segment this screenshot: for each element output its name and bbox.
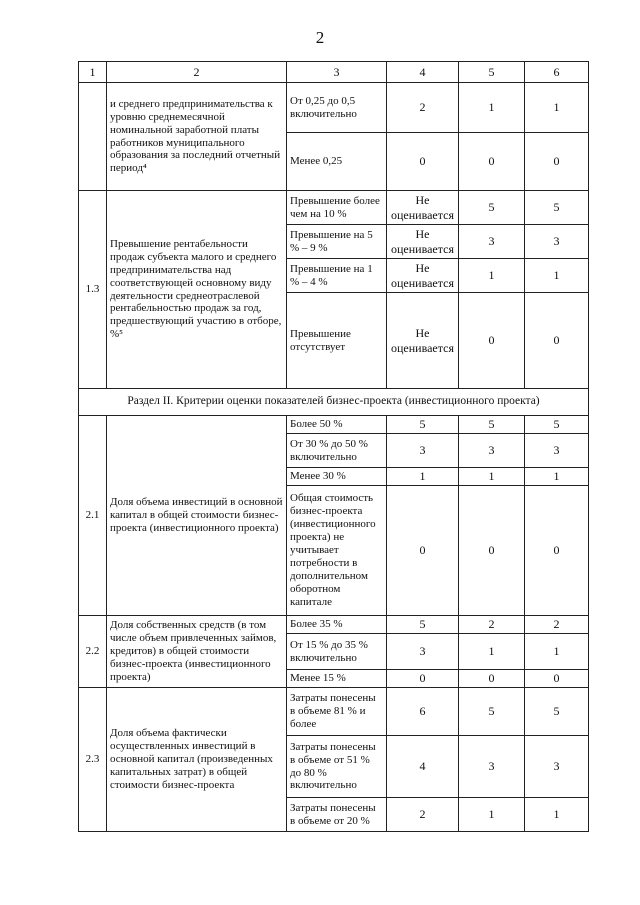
score-col6: 0 bbox=[525, 486, 589, 616]
score-col6: 5 bbox=[525, 688, 589, 736]
header-col-4: 4 bbox=[387, 62, 459, 83]
criterion-description: Доля объема фактически осуществленных инвестиций в основной капитал (произведенных капитальных затрат) в общей стоимости бизнес-проекта bbox=[107, 688, 287, 832]
score-col5: 1 bbox=[459, 468, 525, 486]
score-col6: 5 bbox=[525, 416, 589, 434]
section-title: Раздел II. Критерии оценки показателей бизнес-проекта (инвестиционного проекта) bbox=[79, 389, 589, 416]
score-col4: Не оценивается bbox=[387, 225, 459, 259]
score-col5: 1 bbox=[459, 634, 525, 670]
score-col4: 0 bbox=[387, 670, 459, 688]
header-col-5: 5 bbox=[459, 62, 525, 83]
row-number: 2.2 bbox=[79, 616, 107, 688]
table-row bbox=[79, 191, 589, 225]
score-col4: 3 bbox=[387, 634, 459, 670]
criterion-description: Доля объема инвестиций в основной капитал в общей стоимости бизнес-проекта (инвестиционного проекта) bbox=[107, 416, 287, 616]
criterion-description: Доля собственных средств (в том числе объем привлеченных займов, кредитов) в общей стоимости бизнес-проекта (инвестиционного проекта) bbox=[107, 616, 287, 688]
table-row bbox=[79, 616, 589, 634]
score-col4: 1 bbox=[387, 468, 459, 486]
row-number bbox=[79, 83, 107, 191]
score-col4: 0 bbox=[387, 486, 459, 616]
criterion-condition: Затраты понесены в объеме 81 % и более bbox=[287, 688, 387, 736]
score-col6: 5 bbox=[525, 191, 589, 225]
criterion-condition: От 15 % до 35 % включительно bbox=[287, 634, 387, 670]
criterion-description: и среднего предпринимательства к уровню среднемесячной номинальной заработной платы работников муниципального образования за последний отчетный период⁴ bbox=[107, 83, 287, 191]
score-col4: Не оценивается bbox=[387, 259, 459, 293]
score-col4: 2 bbox=[387, 83, 459, 133]
score-col6: 3 bbox=[525, 736, 589, 798]
criterion-condition: Менее 30 % bbox=[287, 468, 387, 486]
criteria-table bbox=[78, 61, 589, 832]
score-col5: 0 bbox=[459, 486, 525, 616]
criterion-condition: Превышение более чем на 10 % bbox=[287, 191, 387, 225]
score-col5: 0 bbox=[459, 670, 525, 688]
score-col6: 2 bbox=[525, 616, 589, 634]
score-col4: 5 bbox=[387, 416, 459, 434]
score-col5: 2 bbox=[459, 616, 525, 634]
header-col-6: 6 bbox=[525, 62, 589, 83]
score-col4: 3 bbox=[387, 434, 459, 468]
criterion-condition: Более 35 % bbox=[287, 616, 387, 634]
criterion-condition: Менее 0,25 bbox=[287, 133, 387, 191]
header-col-1: 1 bbox=[79, 62, 107, 83]
score-col6: 1 bbox=[525, 468, 589, 486]
row-number: 1.3 bbox=[79, 191, 107, 389]
score-col4: 4 bbox=[387, 736, 459, 798]
score-col6: 3 bbox=[525, 225, 589, 259]
criterion-condition: Превышение отсутствует bbox=[287, 293, 387, 389]
criterion-condition: Более 50 % bbox=[287, 416, 387, 434]
score-col6: 0 bbox=[525, 133, 589, 191]
score-col6: 1 bbox=[525, 634, 589, 670]
row-number: 2.1 bbox=[79, 416, 107, 616]
score-col6: 3 bbox=[525, 434, 589, 468]
criterion-condition: Общая стоимость бизнес-проекта (инвестиционного проекта) не учитывает потребности в дополнительном оборотном капитале bbox=[287, 486, 387, 616]
criterion-condition: Затраты понесены в объеме от 20 % bbox=[287, 798, 387, 832]
criterion-condition: От 0,25 до 0,5 включительно bbox=[287, 83, 387, 133]
criterion-condition: Менее 15 % bbox=[287, 670, 387, 688]
score-col4: Не оценивается bbox=[387, 191, 459, 225]
criterion-condition: Затраты понесены в объеме от 51 % до 80 % включительно bbox=[287, 736, 387, 798]
criterion-condition: Превышение на 5 % – 9 % bbox=[287, 225, 387, 259]
score-col6: 0 bbox=[525, 670, 589, 688]
criterion-condition: Превышение на 1 % – 4 % bbox=[287, 259, 387, 293]
table-row bbox=[79, 83, 589, 133]
score-col5: 1 bbox=[459, 83, 525, 133]
header-col-2: 2 bbox=[107, 62, 287, 83]
score-col6: 1 bbox=[525, 83, 589, 133]
table-header-row bbox=[79, 62, 589, 83]
score-col4: Не оценивается bbox=[387, 293, 459, 389]
score-col5: 3 bbox=[459, 736, 525, 798]
criterion-description: Превышение рентабельности продаж субъекта малого и среднего предпринимательства над соответствующей основному виду деятельности среднеотраслевой рентабельностью продаж за год, предшествующий участию в отборе, %⁵ bbox=[107, 191, 287, 389]
score-col4: 5 bbox=[387, 616, 459, 634]
row-number: 2.3 bbox=[79, 688, 107, 832]
score-col5: 5 bbox=[459, 416, 525, 434]
score-col4: 2 bbox=[387, 798, 459, 832]
score-col5: 1 bbox=[459, 798, 525, 832]
score-col6: 1 bbox=[525, 798, 589, 832]
score-col5: 5 bbox=[459, 191, 525, 225]
header-col-3: 3 bbox=[287, 62, 387, 83]
score-col6: 0 bbox=[525, 293, 589, 389]
score-col6: 1 bbox=[525, 259, 589, 293]
score-col5: 5 bbox=[459, 688, 525, 736]
score-col4: 0 bbox=[387, 133, 459, 191]
section-row bbox=[79, 389, 589, 416]
score-col5: 3 bbox=[459, 434, 525, 468]
score-col4: 6 bbox=[387, 688, 459, 736]
score-col5: 0 bbox=[459, 133, 525, 191]
page-number: 2 bbox=[315, 28, 325, 47]
table-row bbox=[79, 416, 589, 434]
score-col5: 1 bbox=[459, 259, 525, 293]
score-col5: 0 bbox=[459, 293, 525, 389]
table-row bbox=[79, 688, 589, 736]
score-col5: 3 bbox=[459, 225, 525, 259]
criterion-condition: От 30 % до 50 % включительно bbox=[287, 434, 387, 468]
